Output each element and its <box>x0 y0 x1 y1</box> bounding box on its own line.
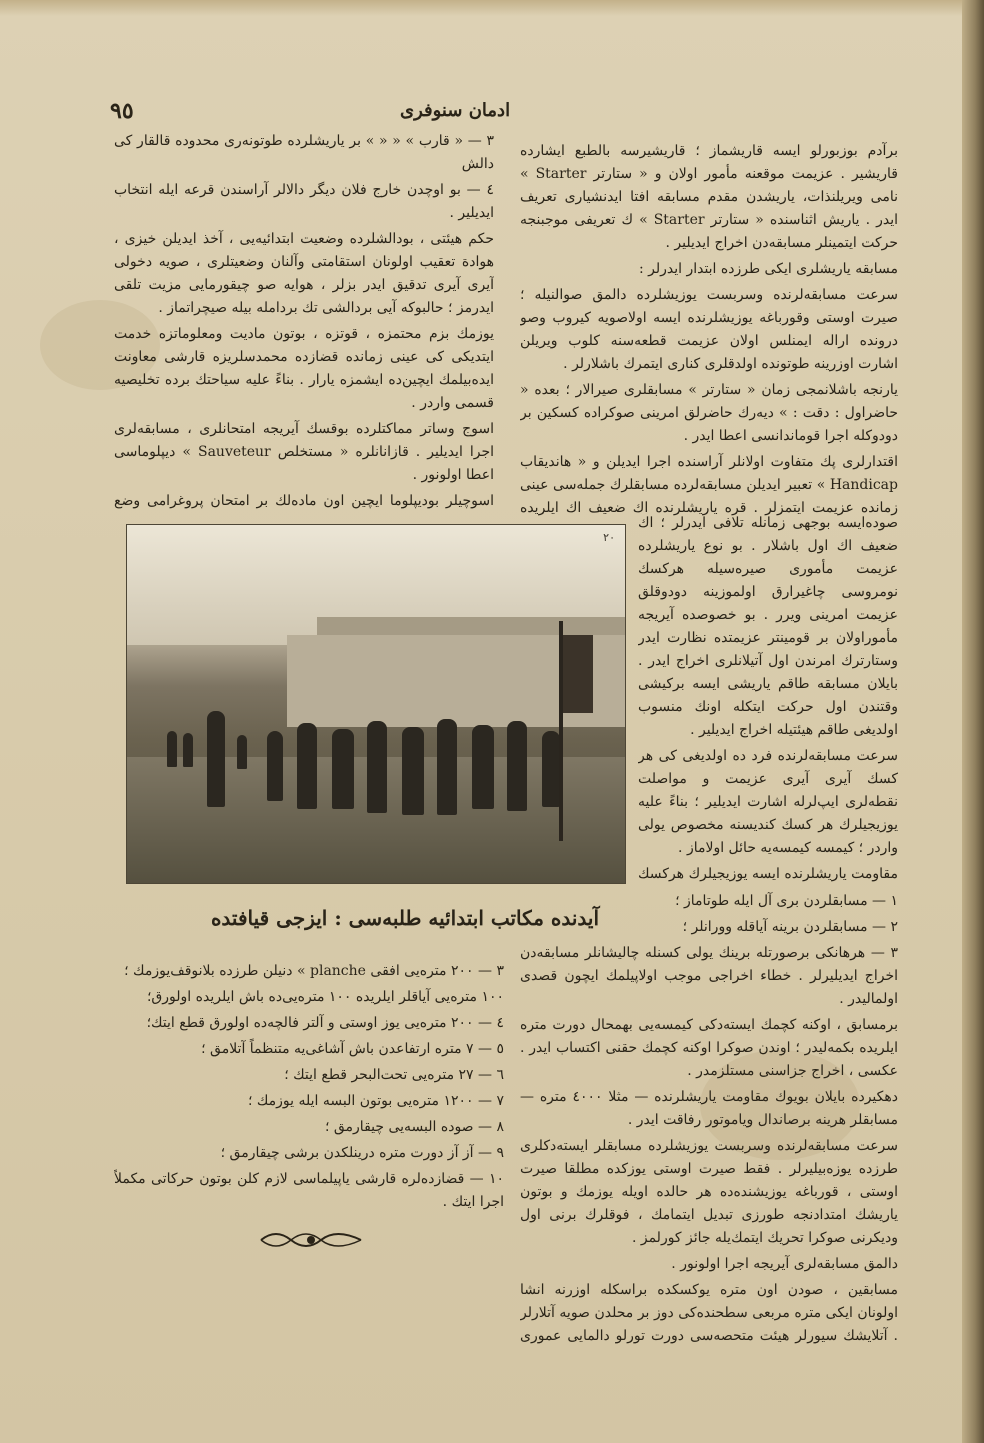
paragraph: سرعت مسابقه‌لرنده وسربست يوزيشلرده مسابقلر ايسته‌دكلرى طرزده يوزه‌بيليرلر . فقط صيرت اوستى يوزكده مطلقا صيرت اوستى ، قورباغه يوزيشنده‌ده هر حالده اويله يوزمك و بوتون ياريشك امتدادنجه طورزى تبديل ايتمامك ، فوقلرك برنى اول وديكرنى صوكرا تحريك ايتمك‌يله جائز كورلمز . <box>520 1138 898 1246</box>
paragraph: مسابقه ياريشلرى ايكى طرزده ابتدار ايدرلر : <box>638 261 898 277</box>
list-item: ٣ — هرهانكى برصورتله برينك يولى كسنله چاليشانلر مسابقه‌دن اخراج ايديليرلر . خطاء اخراجى موجب اولاپيلمك ايچون قصدى اولماليدر . <box>520 945 898 1007</box>
paragraph: دهكيرده بايلان بويوك مقاومت ياريشلرنده — مثلا ٤٠٠٠ متره — مسابقلر هرينه برصاندال وياموتور رفاقت ايدر . <box>520 1089 898 1128</box>
list-item: ١ — مسابقلردن برى آل ايله طوتاماز ؛ <box>675 893 898 909</box>
article-column-left-top <box>114 130 494 510</box>
paragraph: ٣ — « قارب » « « » بر ياريشلرده طوتونه‌رى محدوده قالقار كى دالش <box>114 133 494 172</box>
paragraph: برمسابق ، اوكنه كچمك ايسته‌دكى كيمسه‌يى بهمحال دورت متره ايلريده بكمه‌ليدر ؛ اوندن صوكرا اوكنه كچمك حقنى اكتساب ايدر . عكسى ، اخراج جزاسنى مستلزمدر . <box>520 1017 898 1079</box>
paragraph: برآدم بوزبورلو ايسه قاريشماز ؛ قاريشيرسه بالطبع ايشارده قاريشير . عزيمت موقعنه مأمور اولان و « ستارتر Starter » نامى ويريلنذات، ياريشدن مقدم مسابقه افتا ايدنشيارى تعريف ايدر . ياريش اثناسنده « ستارتر Starter » ك تعريفى موجبنجه حركت ايتمينلر مسابقه‌دن اخراج ايديلير . <box>520 143 898 251</box>
photo-flag <box>563 635 593 713</box>
article-column-left-bottom <box>114 960 504 1210</box>
photo-caption: آيدنده مكاتب ابتدائيه طلبه‌سى : ايزجى قيافتده <box>210 906 600 930</box>
list-item: ٩ — آز آز دورت متره درينلكدن برشى چيقارمق ؛ <box>220 1145 504 1161</box>
paragraph: مسابقين ، صودن اون متره يوكسكده براسكله اوزرنه انشا اولونان ايكى متره مربعى سطحنده‌كى دوز بر محلدن صويه آتلارلر . آتلايشك سيورلر هيئت متحصه‌سى دورت تورلو دالمايى عمورى <box>520 1282 898 1344</box>
article-column-right-top <box>520 140 898 516</box>
journal-title: ادمان سنوفرى <box>400 100 511 121</box>
paragraph: صوده‌ايسه بوجهى زمانله تلافى ايدرلر ؛ اك ضعيف اك اول باشلار . بو نوع ياريشلرده عزيمت مأمورى صيره‌سيله هركسك نومروسى چاغيرارق اولموزينه دودوقلق عزيمت امرينى ويرر . بو خصوصده آيريجه مأموراولان بر قومينتر عزيمتده نظارت ايدر وستارترك امرندن اول آتيلانلرى اخراج ايدر . بايلان مسابقه طاقم ياريشى ايسه بركيشى وقتندن اول حركت ايتكله اونك منسوب اولديغى طاقم هيئتيله اخراج ايديلير . <box>638 515 898 738</box>
list-item: ١٠ — قضازده‌لره قارشى ياپيلماسى لازم كلن بوتون حركاتى مكملاً اجرا ايتك . <box>114 1171 504 1210</box>
paragraph: مقاومت ياريشلرنده ايسه يوزيجيلرك هركسك <box>638 866 898 882</box>
paragraph: حكم هيئتى ، بودالشلرده وضعيت ابتدائيه‌يى ، آخذ ايديلن خيزى ، هوادة تعقيب اولونان استقامتى وآلنان وضعيتلرى ، صويه دخولى آيرى آيرى تدقيق ايدر بزلر ، هوايه صو چيقورمايى مزيت تلقى ايدرمز ؛ حالبوكه آيى بردالشى تك بردامله بيله صيچراتماز . <box>114 231 494 316</box>
list-item: ١٠٠ متره‌يى آياقلر ايلريده ١٠٠ متره‌يى‌ده باش ايلريده اولورق؛ <box>146 989 504 1005</box>
photograph-students-parade <box>126 524 626 884</box>
page-binding-edge <box>962 0 984 1443</box>
list-item: ٢ — مسابقلردن برينه آياقله وورانلر ؛ <box>682 919 898 935</box>
list-item: ٨ — صوده البسه‌يى چيقارمق ؛ <box>324 1119 504 1135</box>
paper-top-edge <box>0 0 984 16</box>
paragraph: اسوج وساتر مماكتلرده بوقسك آيريجه امتحانلرى ، مسابقه‌لرى اجرا ايديلير . قازانانلره « مستخلص Sauveteur » ديپلوماسى اعطا اولونور . <box>114 421 494 483</box>
list-item: ٥ — ٧ متره ارتفاعدن باش آشاغى‌يه متنظماً آتلامق ؛ <box>201 1041 504 1057</box>
paragraph: سرعت مسابقه‌لرنده وسربست يوزيشلرده دالمق صوالنيله ؛ صيرت اوستى وقورباغه يوزيشلرنده ايسه اولاصويه كيروب وصو درونده اراله ايمنلس اولان عزيمت قطعه‌سنه كلوب ويريلن اشارت اوزرينه طوتونده اولدقلرى كنارى ايتمرك باشلارلر . <box>520 287 898 372</box>
paragraph: يوزمك بزم محتمزه ، قوتزه ، بوتون ماديت ومعلوماتزه خدمت ايتديكى كى عينى زمانده قضازده محمدسلريزه قارشى معاونت ايده‌بيلمك ايچين‌ده ايشمزه يارار . بناءً عليه سياحتك برده تخليصيه قسمى واردر . <box>114 326 494 411</box>
paragraph: يارنجه باشلانمجى زمان « ستارتر » مسابقلرى صيرالار ؛ بعده « حاضراول : دقت : » ديه‌رك حاضرلق امرينى صوكراده كسكين بر دودوكله اجرا قوماندانسى اعطا ايدر . <box>520 382 898 444</box>
paragraph: ٤ — بو اوچدن خارج فلان ديگر دالالر آراسندن قرعه ايله انتخاب ايديلير . <box>114 182 494 221</box>
paragraph: اقتدارلرى پك متفاوت اولانلر آراسنده اجرا ايديلن و « هانديقاب Handicap » تعبير ايديلن مسابقه‌لرده مسابقلرك جمله‌سى عينى زمانده عزيمت ايتمزلر . قره ياريشلرنده اك ضعيف اك ايلريده <box>520 454 898 516</box>
list-item: ٦ — ٢٧ متره‌يى تحت‌البحر قطع ايتك ؛ <box>284 1067 504 1083</box>
paragraph: دالمق مسابقه‌لرى آيريجه اجرا اولونور . <box>671 1256 898 1272</box>
decorative-ornament-icon <box>256 1225 366 1255</box>
list-item: ٧ — ١٢٠٠ متره‌يى بوتون البسه ايله يوزمك ؛ <box>247 1093 504 1109</box>
photo-crowd <box>147 701 607 821</box>
paragraph: سرعت مسابقه‌لرنده فرد ده اولديغى كى هر كسك آيرى آيرى عزيمت و مواصلت نقطه‌لرى ايپ‌لرله اشارت ايديلير ؛ بناءً عليه يوزيجيلرك هر كسك كنديسنه مخصوص يولى واردر ؛ كيمسه كيمسه‌يه حائل اولاماز . <box>638 748 898 856</box>
paragraph: اسوچيلر بوديپلوما ايچين اون مادەلك بر امتحان پروغرامى وضع <box>114 493 494 509</box>
list-item: ٣ — ٢٠٠ متره‌يى افقى planche » دنيلن طرزده بلانوقف‌يوزمك ؛ <box>124 963 504 979</box>
list-item: ٤ — ٢٠٠ متره‌يى يوز اوستى و آلتر فالچه‌ده اولورق قطع ايتك؛ <box>146 1015 504 1031</box>
photo-corner-mark: ٢٠ <box>603 531 615 544</box>
page-number: ٩٥ <box>110 98 134 124</box>
article-column-right-middle <box>638 512 898 884</box>
page-header <box>110 98 750 128</box>
article-column-right-bottom <box>520 890 898 1350</box>
